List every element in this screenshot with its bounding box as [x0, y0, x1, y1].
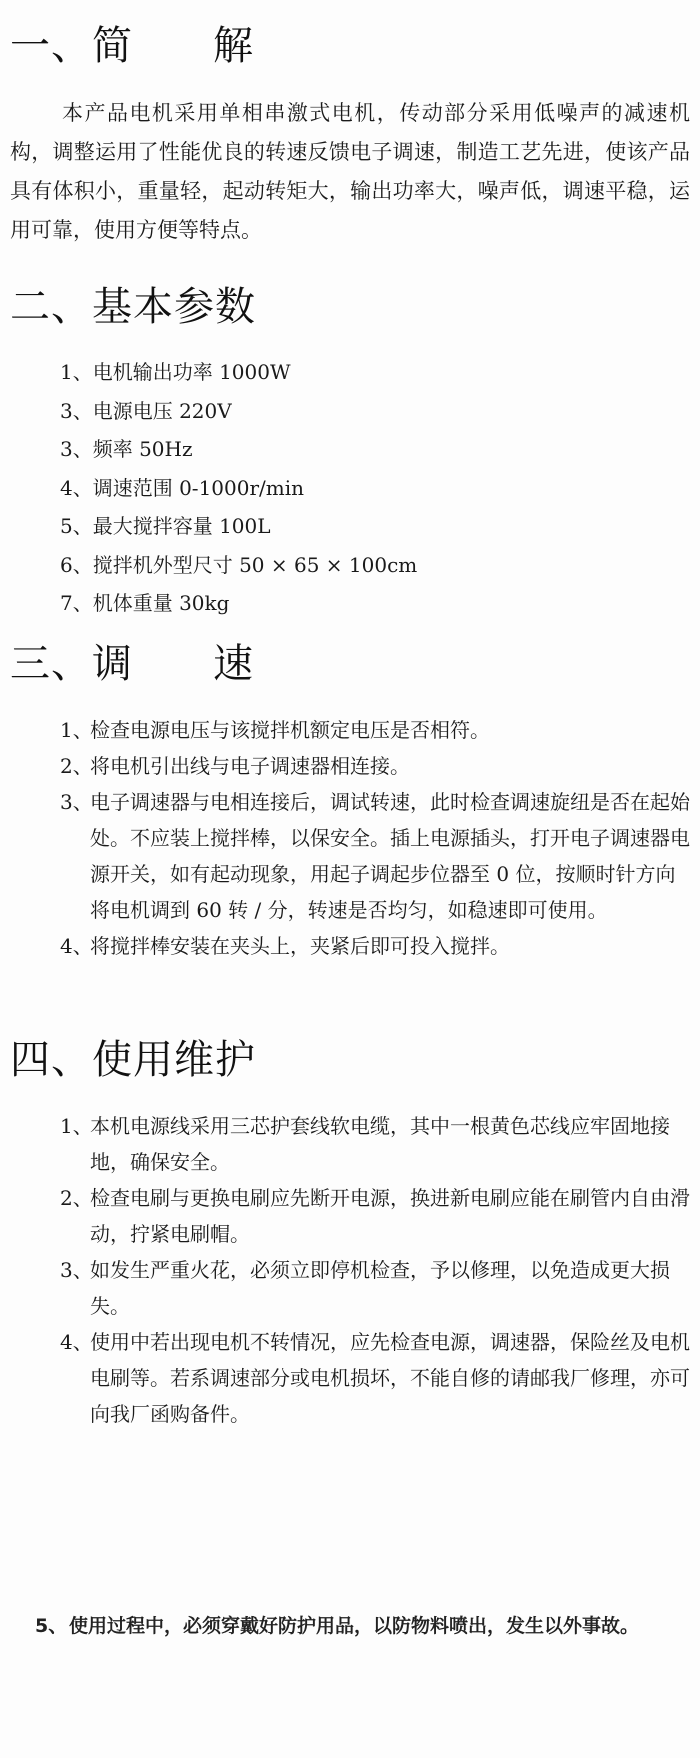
item-number: 5、: [35, 1615, 68, 1637]
list-item: [60, 1180, 692, 1252]
item-number: 2、: [60, 1186, 93, 1210]
item-number: 1、: [60, 718, 93, 742]
list-item: [60, 928, 692, 964]
item-text: 本机电源线采用三芯护套线软电缆，其中一根黄色芯线应牢固地接地，确保安全。: [90, 1114, 670, 1174]
list-item: [60, 1108, 692, 1180]
speed-control-list: [60, 712, 692, 964]
item-number: 4、: [60, 934, 93, 958]
item-number: 3、: [60, 1258, 93, 1282]
list-item: [60, 748, 692, 784]
heading-text-tail: 解: [213, 23, 254, 69]
item-text: 电子调速器与电相连接后，调试转速，此时检查调速旋纽是否在起始处。不应装上搅拌棒，以保安全。插上电源插头，打开电子调速器电源开关，如有起动现象，用起子调起步位器至 0 位，按顺时针方向将电机调到 60 转 / 分，转速是否均匀，如稳速即可使用。: [90, 790, 690, 922]
section-heading-parameters: [10, 283, 256, 331]
section-heading-overview: [10, 22, 254, 70]
section-heading-maintenance: [10, 1036, 256, 1084]
list-item: 3、频率 50Hz: [60, 437, 193, 461]
item-number: 1、: [60, 1114, 93, 1138]
list-item: [60, 712, 692, 748]
item-text: 检查电源电压与该搅拌机额定电压是否相符。: [90, 718, 490, 742]
list-item: [60, 784, 692, 928]
overview-paragraph: [10, 94, 690, 250]
item-text: 使用中若出现电机不转情况，应先检查电源，调速器，保险丝及电机电刷等。若系调速部分或电机损坏，不能自修的请邮我厂修理，亦可向我厂函购备件。: [90, 1330, 690, 1426]
parameters-list: [60, 353, 692, 623]
item-text: 检查电刷与更换电刷应先断开电源，换进新电刷应能在刷管内自由滑动，拧紧电刷帽。: [90, 1186, 690, 1246]
safety-note: [35, 1608, 690, 1644]
list-item: 1、电机输出功率 1000W: [60, 360, 291, 384]
overview-text: 本产品电机采用单相串激式电机，传动部分采用低噪声的减速机构，调整运用了性能优良的转速反馈电子调速，制造工艺先进，使该产品具有体积小，重量轻，起动转矩大，输出功率大，噪声低，调速平稳，运用可靠，使用方便等特点。: [10, 101, 690, 242]
maintenance-list: [60, 1108, 692, 1432]
heading-text: 二、基本参数: [10, 284, 256, 330]
item-number: 2、: [60, 754, 93, 778]
heading-text: 四、使用维护: [10, 1037, 256, 1083]
item-number: 4、: [60, 1330, 93, 1354]
item-text: 将搅拌棒安装在夹头上，夹紧后即可投入搅拌。: [90, 934, 510, 958]
list-item: 3、电源电压 220V: [60, 398, 232, 423]
item-text: 将电机引出线与电子调速器相连接。: [90, 754, 410, 778]
list-item: 4、调速范围 0-1000r/min: [60, 475, 305, 500]
list-item: 5、最大搅拌容量 100L: [60, 514, 271, 538]
list-item: 7、机体重量 30kg: [60, 591, 230, 615]
heading-text: 一、简: [10, 23, 133, 69]
section-heading-speed-control: [10, 640, 254, 688]
item-text: 如发生严重火花，必须立即停机检查，予以修理，以免造成更大损失。: [90, 1258, 670, 1318]
item-number: 3、: [60, 790, 93, 814]
heading-text: 三、调: [10, 641, 133, 687]
item-text: 使用过程中，必须穿戴好防护用品，以防物料喷出，发生以外事故。: [69, 1615, 640, 1637]
list-item: [60, 1324, 692, 1432]
heading-text-tail: 速: [213, 641, 254, 687]
list-item: [60, 1252, 692, 1324]
list-item: 6、搅拌机外型尺寸 50 × 65 × 100cm: [60, 552, 418, 577]
